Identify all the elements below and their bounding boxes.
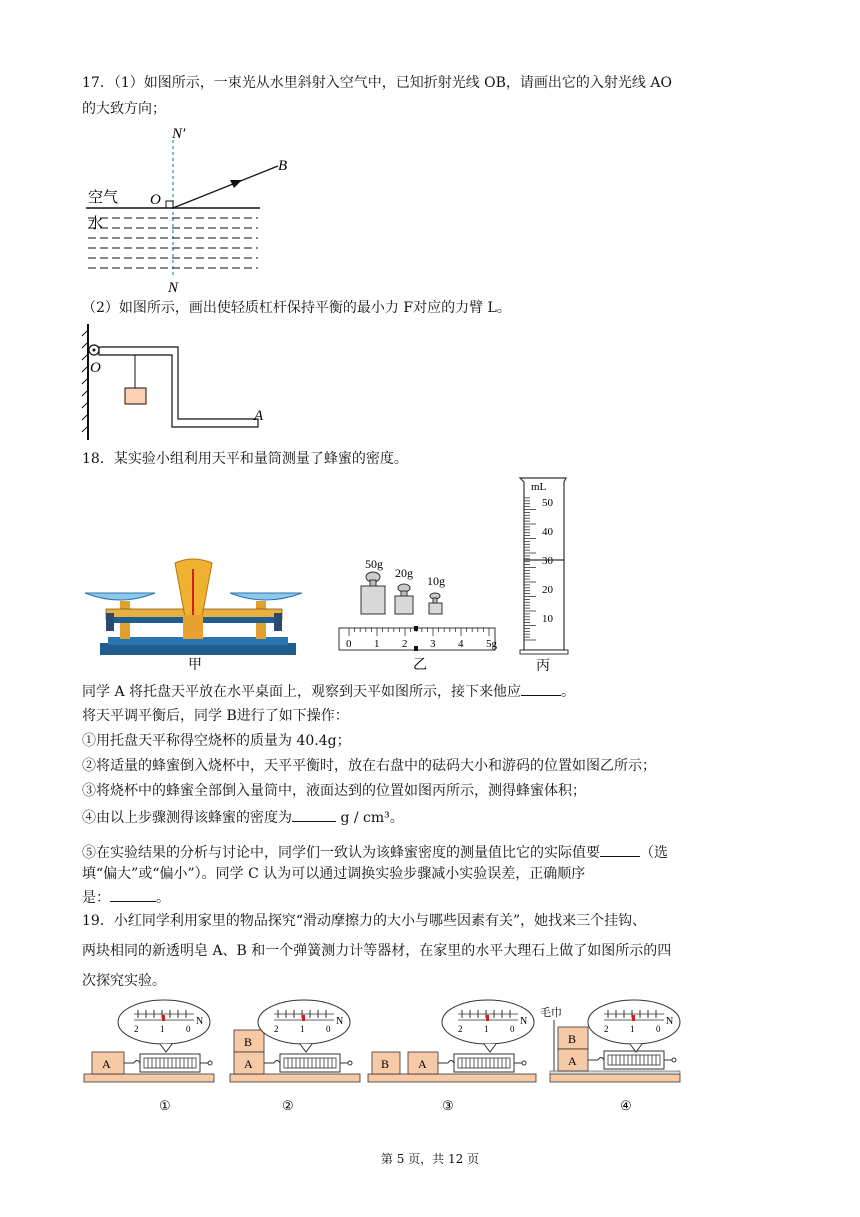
weight-10g [429,593,442,614]
block-b-label: B [381,1057,390,1071]
q18-line1: 同学 A 将托盘天平放在水平桌面上，观察到天平如图所示，接下来他应 。 [82,681,575,702]
block-b-label: B [568,1032,577,1046]
cylinder-tick-label: 30 [542,555,553,567]
q18-line2: 将天平调平衡后，同学 B进行了如下操作： [82,708,349,724]
block-a-label: A [568,1054,577,1068]
weights-figure [335,555,500,675]
surface-1 [84,1074,214,1082]
page-footer: 第 5 页，共 12 页 [380,1152,480,1166]
caption-2: ② [282,1098,294,1113]
weight-label-20: 20g [395,566,413,580]
block-b-label: B [244,1035,253,1049]
caption-1: ① [159,1098,171,1113]
q18-title: 18．某实验小组利用天平和量筒测量了蜂蜜的密度。 [82,451,408,467]
block-a-label: A [102,1057,111,1071]
point-o-label: O [150,192,161,208]
lever-bar [99,347,258,427]
weight-label-50: 50g [365,557,383,571]
caption-4: ④ [620,1098,632,1113]
cylinder-tick-label: 10 [542,613,553,625]
towel-label: 毛巾 [540,1007,562,1019]
q17-line2: 的大致方向； [82,101,166,117]
q18-step5: ⑤在实验结果的分析与讨论中，同学们一致认为该蜂蜜密度的测量值比它的实际值要 （选 [82,842,668,863]
weight-20g [395,584,413,614]
block-a-label: A [418,1057,427,1071]
point-a-label: A [254,408,264,424]
cylinder-figure [518,474,578,676]
cylinder-tick-label: 20 [542,584,553,596]
surface-3 [368,1074,536,1082]
caption-bing: 丙 [536,659,550,674]
refracted-ray [173,166,278,208]
answer-blank-order[interactable] [110,887,156,902]
q19-line2: 两块相同的新透明皂 A、B 和一个弹簧测力计等器材，在家里的水平大理石上做了如图所示的四 [82,943,672,959]
q17-part2: （2）如图所示，画出使轻质杠杆保持平衡的最小力 F对应的力臂 L。 [82,300,511,316]
answer-blank-bias[interactable] [600,842,640,857]
q18-step3: ③将烧杯中的蜂蜜全部倒入量筒中，液面达到的位置如图丙所示，测得蜂蜜体积； [82,783,586,799]
experiment-3 [368,1000,536,1113]
cylinder-tick-label: 50 [542,497,553,509]
surface-2 [230,1074,360,1082]
caption-yi: 乙 [413,658,427,673]
q18-step5-cont: 填“偏大”或“偏小”）。同学 C 认为可以通过调换实验步骤减小实验误差，正确顺序 [82,866,586,882]
left-pan [85,593,155,600]
normal-bottom-label: N [168,280,179,296]
point-b-label: B [278,158,288,174]
caption-jia: 甲 [188,658,202,673]
air-label: 空气 [88,190,119,206]
normal-top-label: N′ [172,126,186,142]
ruler-tick-label: 3 [430,638,436,650]
experiment-4 [540,1000,680,1113]
water-label: 水 [88,216,104,232]
rider [414,626,418,631]
right-angle-mark [166,201,173,208]
hanging-weight [125,388,146,404]
surface-4 [550,1074,680,1082]
weight-label-10: 10g [427,574,445,588]
q19-line1: 19．小红同学利用家里的物品探究“滑动摩擦力的大小与哪些因素有关”，她找来三个挂钩、 [82,913,647,929]
friction-experiments: 2 1 0 N A ① B A ② B A ③ 毛巾 B A ④ [80,1000,700,1116]
ruler-tick-label: 0 [346,638,352,650]
caption-3: ③ [442,1098,454,1113]
q18-step5-end: 是： 。 [82,887,170,908]
right-pan [230,593,302,600]
ruler-tick-label: 2 [402,638,408,650]
q18-step2: ②将适量的蜂蜜倒入烧杯中，天平平衡时，放在右盘中的砝码大小和游码的位置如图乙所示； [82,758,656,774]
experiment-1 [84,1000,214,1113]
ruler-tick-label: 5g [486,638,497,650]
q19-line3: 次探究实验。 [82,973,166,989]
answer-blank-1[interactable] [521,681,561,696]
balance-figure [80,555,310,675]
lever-figure [80,322,280,442]
block-a-label: A [244,1057,253,1071]
q18-step1: ①用托盘天平称得空烧杯的质量为 40.4g； [82,733,351,749]
cylinder-unit: mL [531,481,547,493]
q17-line1: 17．（1）如图所示，一束光从水里斜射入空气中，已知折射光线 OB，请画出它的入射光线 AO [82,75,672,91]
answer-blank-density[interactable] [292,807,336,822]
ruler-tick-label: 1 [374,638,380,650]
towel [550,1071,680,1074]
experiment-2 [230,1000,360,1113]
pivot-o-label: O [90,360,101,376]
q18-step4: ④由以上步骤测得该蜂蜜的密度为 g / cm³。 [82,807,404,828]
weight-50g [361,572,385,614]
cylinder-tick-label: 40 [542,526,553,538]
ruler-tick-label: 4 [458,638,464,650]
refraction-figure [80,118,288,298]
